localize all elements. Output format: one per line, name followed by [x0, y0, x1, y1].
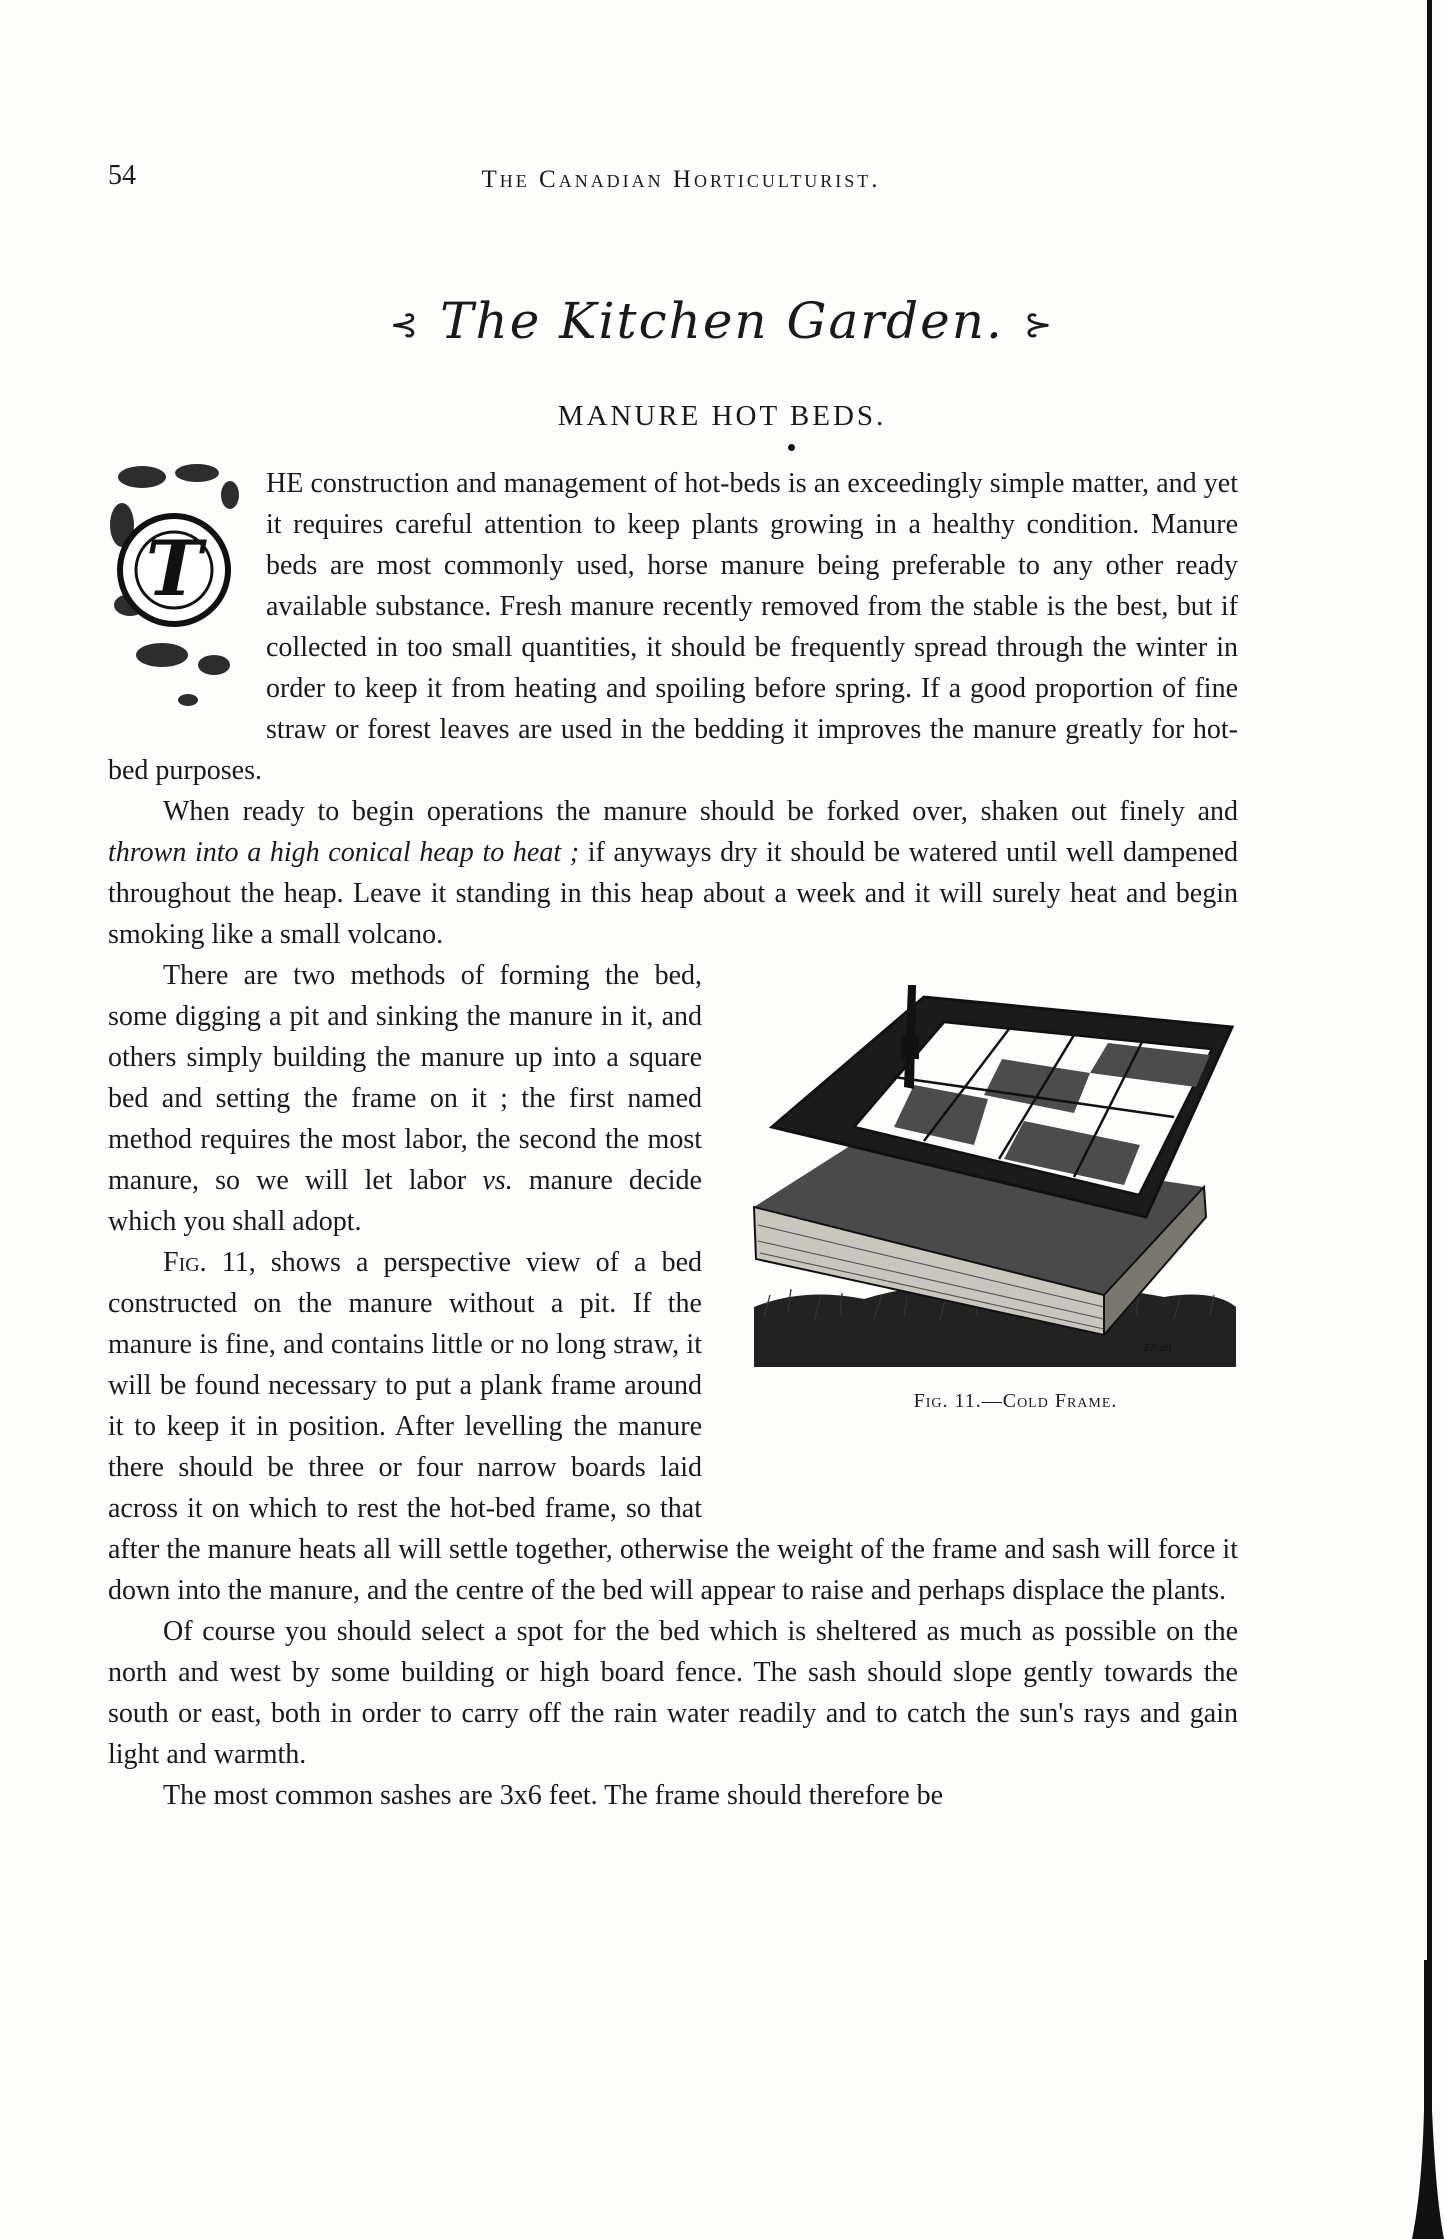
paragraph-2-italic: thrown into a high conical heap to heat ; [108, 837, 580, 868]
paragraph-6: The most common sashes are 3x6 feet. The frame should therefore be [163, 1780, 944, 1811]
binding-shadow [1394, 1960, 1444, 2239]
section-heading [0, 292, 1444, 350]
paragraph-3-italic: vs. [482, 1165, 513, 1196]
paragraph-2-text-b: if anyways dry it should be watered until well dampened throughout the heap. Leave it standing in this heap about a week and it will surely heat and begin smoking like a small volcano. [108, 837, 1239, 950]
paragraph-1 [108, 463, 1238, 791]
engraver-signature: Elliott [1144, 1344, 1172, 1354]
ornament-right-icon: ⊱ [1023, 305, 1055, 345]
cold-frame-illustration [744, 977, 1236, 1367]
article-title: MANURE HOT BEDS. [557, 400, 887, 432]
title-dot [788, 444, 795, 451]
figure-cold-frame [738, 955, 1238, 1497]
running-head [108, 160, 1254, 200]
paragraph-3-text-b: manure decide which you shall adopt. [108, 1165, 702, 1237]
paragraph-3 [108, 955, 1238, 1412]
paragraph-3-text-a: There are two methods of forming the bed, some digging a pit and sinking the manure in it, and others simply building the manure up into a square bed and setting the frame on it ; the first named method requires the most labor, the second the most manure, so we will let labor [108, 960, 702, 1196]
section-title: The Kitchen Garden. [440, 292, 1004, 350]
ornamental-drop-cap-icon [102, 455, 252, 710]
paragraph-4-text: , shows a perspective view of a bed constructed on the manure without a pit. If the manure is fine, and contains little or no long straw, it will be found necessary to put a plank frame around it to keep it in position. After levelling the manure there should be three or four narrow boards laid across it on which to rest the hot-bed frame, so that after the manure heats all will settle together, otherwise the weight of the frame and sash will force it down into the manure, and the centre of the bed will appear to raise and perhaps displace the plants. [108, 1247, 1238, 1606]
ornament-left-icon: ⊰ [389, 305, 421, 345]
paragraph-2-text-a: When ready to begin operations the manure should be forked over, shaken out finely and [163, 796, 1238, 827]
journal-title: The Canadian Horticulturist. [481, 166, 881, 193]
page-number: 54 [108, 160, 136, 191]
paragraph-1-text: HE construction and management of hot-beds is an exceedingly simple matter, and yet it requires careful attention to keep plants growing in a healthy condition. Manure beds are most commonly used, horse manure being preferable to any other ready available substance. Fresh manure recently removed from the stable is the best, but if collected in too small quantities, it should be frequently spread through the winter in order to keep it from heating and spoiling before spring. If a good proportion of fine straw or forest leaves are used in the bedding it improves the manure greatly for hot-bed purposes. [108, 468, 1238, 786]
figure-caption: Fig. 11.—Cold Frame. [913, 1390, 1118, 1412]
paragraph-5: Of course you should select a spot for the bed which is sheltered as much as possible on the north and west by some building or high board fence. The sash should slope gently towards the south or east, both in order to carry off the rain water readily and to catch the sun's rays and gain light and warmth. [108, 1616, 1238, 1770]
figure-reference: Fig. 11 [163, 1247, 249, 1278]
article-body [108, 463, 1238, 1816]
paragraph-2 [108, 791, 1238, 955]
drop-cap-letter: T [145, 524, 203, 613]
